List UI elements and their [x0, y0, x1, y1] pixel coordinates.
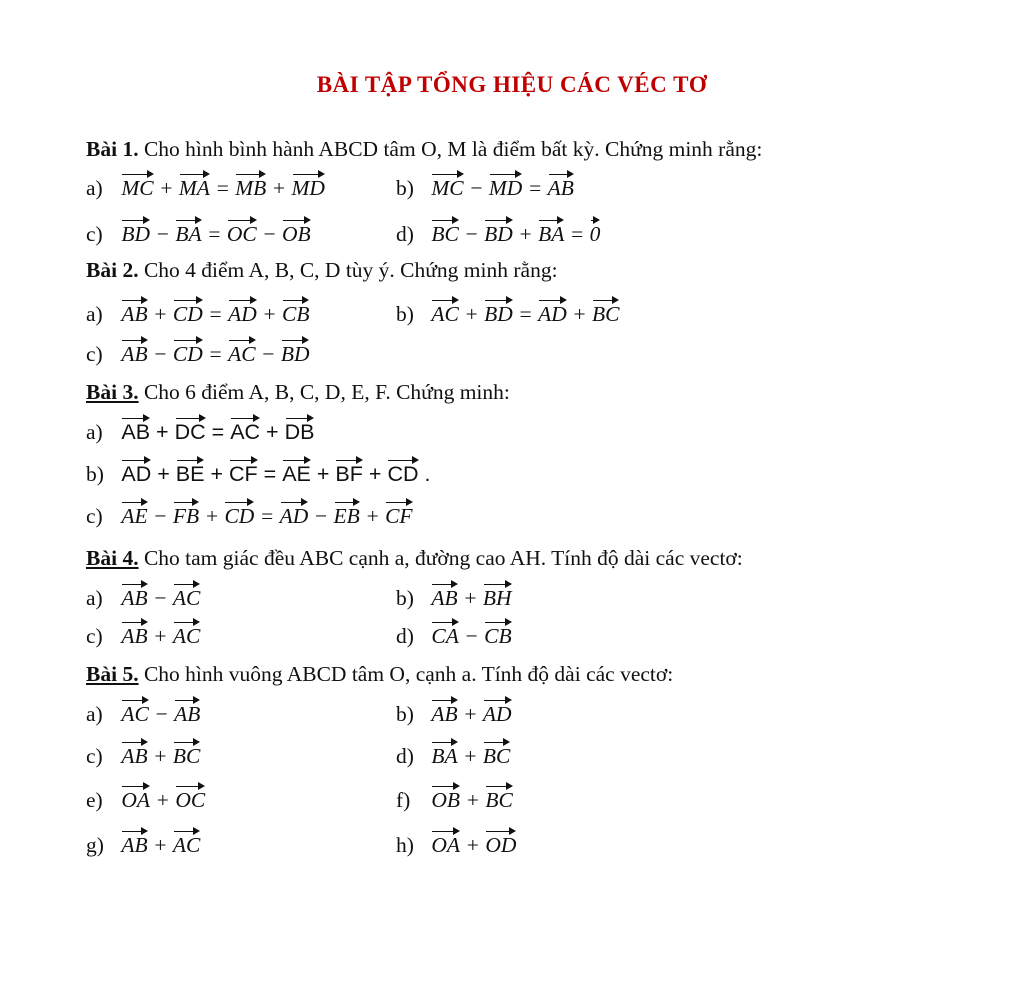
- item-letter: b): [396, 176, 414, 200]
- vector-expression: OA + OD: [431, 833, 517, 857]
- vector-term: BC: [592, 302, 620, 326]
- item-letter: c): [86, 624, 103, 648]
- vector-expression: BA + BC: [431, 744, 511, 768]
- vector-expression: AB + AD: [431, 702, 512, 726]
- vector-term: AC: [431, 302, 459, 326]
- problem-5-row-3: [86, 788, 513, 822]
- vector-term: CF: [229, 462, 258, 486]
- vector-term: BH: [482, 586, 512, 610]
- item-letter: c): [86, 222, 103, 246]
- vector-expression: AB + BC: [121, 744, 201, 768]
- vector-term: AC: [230, 420, 261, 444]
- vector-term: MC: [121, 176, 154, 200]
- vector-term: 0: [589, 222, 601, 246]
- vector-term: OB: [282, 222, 311, 246]
- vector-term: OC: [175, 788, 206, 812]
- vector-expression: AC + BD = AD + BC: [431, 302, 620, 326]
- item-letter: f): [396, 788, 411, 812]
- vector-expression: CA − CB: [431, 624, 512, 648]
- vector-expression: MC + MA = MB + MD: [121, 176, 325, 200]
- problem-5-heading: [86, 662, 673, 687]
- vector-term: AC: [228, 342, 256, 366]
- vector-term: CD: [172, 342, 203, 366]
- vector-term: AB: [121, 342, 148, 366]
- vector-term: CB: [484, 624, 512, 648]
- problem-4-label: Bài 4.: [86, 546, 139, 570]
- problem-1-row-1: [86, 176, 574, 210]
- item-letter: a): [86, 702, 103, 726]
- problem-4-row-1: [86, 586, 512, 620]
- problem-1-label: Bài 1.: [86, 137, 139, 161]
- problem-4-row-2: [86, 624, 512, 658]
- problem-1-text: Cho hình bình hành ABCD tâm O, M là điểm bất kỳ. Chứng minh rằng:: [138, 137, 763, 161]
- vector-expression: AE − FB + CD = AD − EB + CF: [121, 504, 413, 528]
- vector-term: AC: [121, 702, 149, 726]
- vector-expression: BD − BA = OC − OB: [121, 222, 311, 246]
- item-letter: d): [396, 222, 414, 246]
- vector-term: MB: [235, 176, 267, 200]
- vector-term: BC: [431, 222, 459, 246]
- item-letter: c): [86, 744, 103, 768]
- vector-term: AC: [172, 624, 201, 648]
- item-letter: b): [86, 462, 104, 486]
- vector-term: AB: [547, 176, 574, 200]
- item-letter: e): [86, 788, 103, 812]
- vector-term: AB: [121, 624, 148, 648]
- vector-term: AD: [538, 302, 567, 326]
- item-letter: g): [86, 833, 104, 857]
- vector-term: BD: [121, 222, 151, 246]
- vector-expression: AB + BH: [431, 586, 512, 610]
- vector-term: CD: [224, 504, 255, 528]
- vector-term: BD: [280, 342, 310, 366]
- vector-term: BC: [485, 788, 513, 812]
- problem-3-row-3: [86, 504, 413, 538]
- vector-term: CA: [431, 624, 459, 648]
- vector-term: AB: [121, 586, 148, 610]
- vector-expression: AB − AC: [121, 586, 201, 610]
- vector-expression: OA + OC: [121, 788, 206, 812]
- vector-term: AC: [172, 833, 201, 857]
- vector-expression: AB + AC: [121, 833, 201, 857]
- vector-expression: AB + AC: [121, 624, 201, 648]
- vector-term: CD: [172, 302, 203, 326]
- item-letter: c): [86, 504, 103, 528]
- problem-1-heading: [86, 137, 762, 162]
- vector-term: MC: [431, 176, 464, 200]
- vector-term: BD: [484, 222, 513, 246]
- vector-term: DB: [284, 420, 315, 444]
- vector-term: MD: [291, 176, 325, 200]
- vector-term: OB: [431, 788, 461, 812]
- vector-term: AE: [282, 462, 311, 486]
- problem-2-heading: [86, 258, 558, 283]
- item-letter: h): [396, 833, 414, 857]
- item-letter: a): [86, 176, 103, 200]
- vector-term: AB: [121, 833, 148, 857]
- vector-term: BE: [175, 462, 205, 486]
- vector-term: CB: [282, 302, 310, 326]
- vector-expression: AC − AB: [121, 702, 201, 726]
- vector-term: OD: [485, 833, 517, 857]
- vector-term: BD: [484, 302, 513, 326]
- page-title: BÀI TẬP TỔNG HIỆU CÁC VÉC TƠ: [316, 72, 708, 97]
- vector-term: AB: [431, 702, 458, 726]
- problem-3-text: Cho 6 điểm A, B, C, D, E, F. Chứng minh:: [138, 380, 510, 404]
- vector-term: MD: [488, 176, 523, 200]
- item-letter: c): [86, 342, 103, 366]
- problem-5-text: Cho hình vuông ABCD tâm O, cạnh a. Tính độ dài các vectơ:: [138, 662, 674, 686]
- problem-2-row-2: [86, 342, 309, 376]
- problem-5-row-2: [86, 744, 511, 778]
- vector-term: BA: [175, 222, 202, 246]
- vector-expression: AB + CD = AD + CB: [121, 302, 310, 326]
- problem-3-label: Bài 3.: [86, 380, 139, 404]
- item-letter: a): [86, 420, 103, 444]
- vector-term: OA: [431, 833, 461, 857]
- vector-term: AB: [431, 586, 458, 610]
- item-letter: a): [86, 586, 103, 610]
- problem-3-row-2: [86, 462, 430, 496]
- vector-expression: AB + DC = AC + DB: [121, 420, 315, 444]
- vector-term: BA: [538, 222, 565, 246]
- vector-expression: AB − CD = AC − BD: [121, 342, 310, 366]
- item-letter: a): [86, 302, 103, 326]
- vector-term: BF: [335, 462, 363, 486]
- vector-term: AB: [174, 702, 201, 726]
- problem-5-label: Bài 5.: [86, 662, 139, 686]
- item-letter: b): [396, 302, 414, 326]
- vector-term: CD: [387, 462, 419, 486]
- vector-term: AD: [228, 302, 257, 326]
- problem-1-row-2: [86, 222, 601, 256]
- vector-expression: BC − BD + BA = 0: [431, 222, 601, 246]
- problem-2-row-1: [86, 302, 620, 336]
- problem-5-row-1: [86, 702, 512, 736]
- vector-expression: AD + BE + CF = AE + BF + CD .: [121, 462, 431, 486]
- vector-term: BC: [482, 744, 511, 768]
- problem-4-text: Cho tam giác đều ABC cạnh a, đường cao AH. Tính độ dài các vectơ:: [138, 546, 743, 570]
- vector-term: OA: [121, 788, 151, 812]
- item-letter: b): [396, 586, 414, 610]
- vector-term: BC: [172, 744, 201, 768]
- vector-term: AD: [482, 702, 512, 726]
- vector-term: BA: [431, 744, 458, 768]
- problem-4-heading: [86, 546, 743, 571]
- vector-term: MA: [178, 176, 210, 200]
- item-letter: d): [396, 744, 414, 768]
- vector-term: AB: [121, 420, 151, 444]
- vector-term: OC: [226, 222, 257, 246]
- vector-expression: MC − MD = AB: [431, 176, 574, 200]
- problem-3-heading: [86, 380, 510, 405]
- vector-term: AE: [121, 504, 148, 528]
- vector-term: AB: [121, 302, 148, 326]
- problem-2-text: Cho 4 điểm A, B, C, D tùy ý. Chứng minh rằng:: [138, 258, 558, 282]
- vector-term: AD: [279, 504, 309, 528]
- vector-term: CF: [385, 504, 413, 528]
- vector-term: AC: [172, 586, 201, 610]
- vector-term: FB: [172, 504, 200, 528]
- vector-term: AD: [121, 462, 152, 486]
- vector-expression: OB + BC: [431, 788, 513, 812]
- item-letter: d): [396, 624, 414, 648]
- vector-term: AB: [121, 744, 148, 768]
- item-letter: b): [396, 702, 414, 726]
- problem-2-label: Bài 2.: [86, 258, 139, 282]
- vector-term: EB: [333, 504, 360, 528]
- problem-5-row-4: [86, 833, 517, 867]
- vector-term: DC: [174, 420, 206, 444]
- problem-3-row-1: [86, 420, 314, 454]
